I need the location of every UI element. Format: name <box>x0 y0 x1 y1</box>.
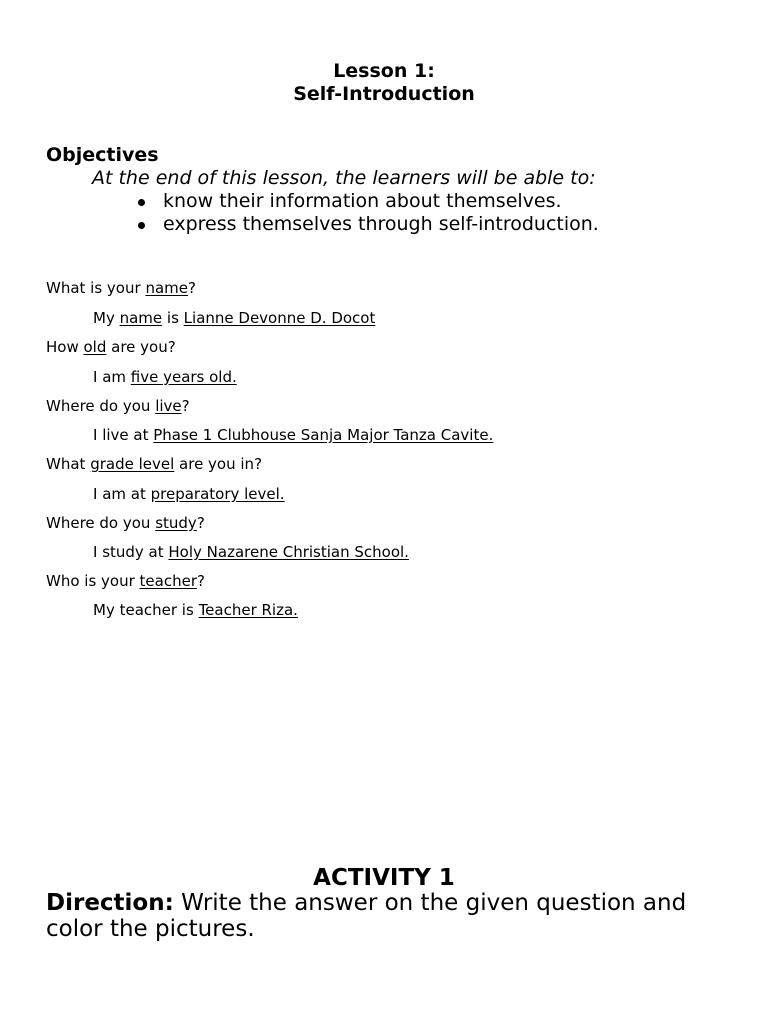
answer-study <box>93 543 409 561</box>
answer-value: five years old. <box>130 368 237 386</box>
question-keyword: name <box>145 279 188 297</box>
answer-live <box>93 426 493 444</box>
question-age <box>46 338 176 356</box>
question-text: Where do you <box>46 514 156 532</box>
question-text: What is your <box>46 279 146 297</box>
answer-text: I study at <box>93 543 169 561</box>
activity-title: ACTIVITY 1 <box>313 865 455 891</box>
activity-direction <box>46 890 736 942</box>
answer-text: My teacher is <box>93 601 199 619</box>
question-text: ? <box>181 397 190 415</box>
answer-text: is <box>162 309 184 327</box>
direction-text: Write the answer on the given question and color the pictures. <box>46 890 687 942</box>
question-name <box>46 279 196 297</box>
lesson-number: Lesson 1: <box>333 60 435 82</box>
answer-value: Phase 1 Clubhouse Sanja Major Tanza Cavite. <box>153 426 494 444</box>
objective-text: express themselves through self-introduction. <box>163 213 599 235</box>
answer-text: I live at <box>93 426 154 444</box>
answer-text: My <box>93 309 120 327</box>
answer-text: I am <box>93 368 131 386</box>
question-text: are you? <box>106 338 176 356</box>
objectives-heading: Objectives <box>46 144 159 166</box>
answer-value: Holy Nazarene Christian School. <box>168 543 409 561</box>
answer-name <box>93 309 375 327</box>
bullet-icon <box>138 199 145 206</box>
question-keyword: study <box>155 514 197 532</box>
answer-text: I am at <box>93 485 151 503</box>
lesson-title: Self-Introduction <box>293 83 475 105</box>
answer-grade <box>93 485 285 503</box>
objective-item <box>136 190 599 213</box>
answer-teacher <box>93 601 298 619</box>
answer-keyword: name <box>119 309 163 327</box>
objective-item <box>136 213 599 236</box>
question-text: How <box>46 338 84 356</box>
question-grade <box>46 455 262 473</box>
question-keyword: teacher <box>139 572 197 590</box>
question-teacher <box>46 572 205 590</box>
question-text: are you in? <box>174 455 263 473</box>
question-live <box>46 397 190 415</box>
question-keyword: grade level <box>90 455 175 473</box>
bullet-icon <box>138 222 145 229</box>
question-text: ? <box>196 514 205 532</box>
question-keyword: live <box>155 397 182 415</box>
question-text: ? <box>196 572 205 590</box>
question-text: What <box>46 455 91 473</box>
question-text: Who is your <box>46 572 140 590</box>
answer-value: Lianne Devonne D. Docot <box>183 309 376 327</box>
answer-value: preparatory level. <box>150 485 285 503</box>
objectives-list <box>136 190 599 236</box>
question-text: Where do you <box>46 397 156 415</box>
objectives-intro: At the end of this lesson, the learners will be able to: <box>92 167 596 189</box>
answer-age <box>93 368 237 386</box>
direction-label: Direction: <box>46 890 174 916</box>
objective-text: know their information about themselves. <box>163 190 562 212</box>
question-study <box>46 514 205 532</box>
answer-value: Teacher Riza. <box>198 601 298 619</box>
question-keyword: old <box>83 338 107 356</box>
question-text: ? <box>187 279 196 297</box>
